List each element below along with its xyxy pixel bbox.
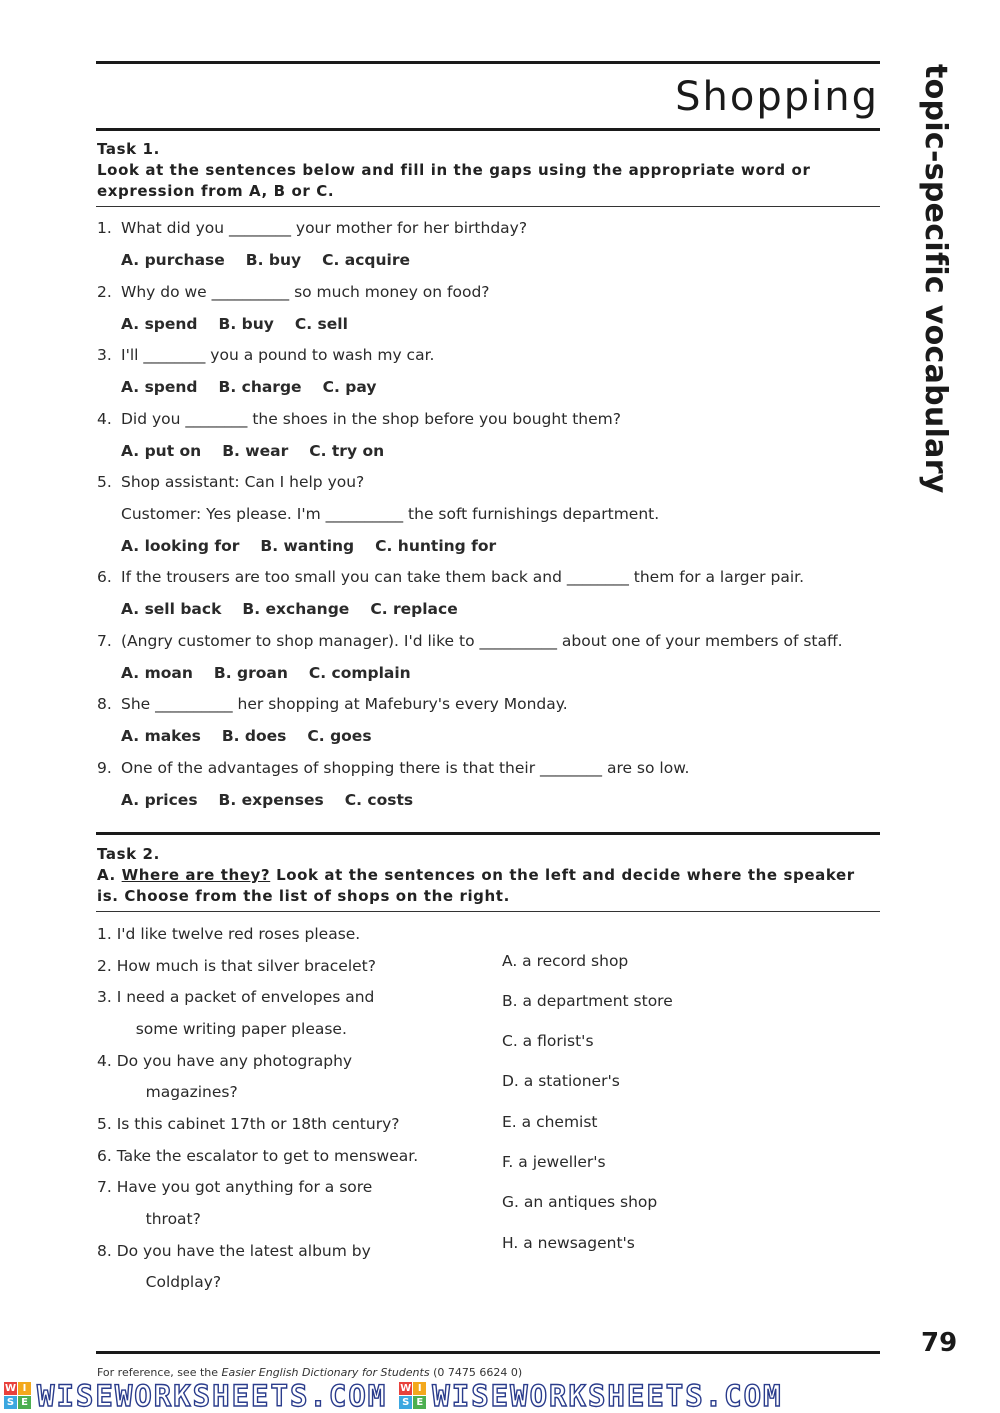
shop-item: B. a department store: [502, 992, 673, 1010]
option: C. complain: [308, 664, 411, 682]
task2-top-rule: [96, 832, 880, 835]
shop-item: A. a record shop: [502, 952, 629, 970]
watermark-strip: [0, 1378, 1000, 1413]
sentence-line: 5. Is this cabinet 17th or 18th century?: [97, 1115, 400, 1133]
option: A. sell back: [121, 600, 222, 618]
sentence-line: throat?: [121, 1210, 201, 1228]
task1-heading: Task 1.: [97, 140, 160, 158]
task2-rule: [96, 911, 880, 912]
question-5-options: [121, 537, 517, 555]
watermark-logo-icon: [399, 1382, 426, 1409]
watermark-text: WISEWORKSHEETS.COM: [432, 1378, 783, 1413]
shop-item: C. a florist's: [502, 1032, 594, 1050]
sentence-line: 1. I'd like twelve red roses please.: [97, 925, 361, 943]
option: B. exchange: [242, 600, 350, 618]
watermark-unit: [395, 1379, 782, 1413]
task2-underlined: Where are they?: [121, 866, 271, 884]
page-number: 79: [921, 1328, 958, 1358]
title-rule: [96, 128, 880, 131]
question-5-line2: Customer: Yes please. I'm __________ the soft furnishings department.: [121, 505, 660, 523]
task2-prefix: A.: [97, 866, 116, 884]
task2-heading: Task 2.: [97, 845, 160, 863]
shop-item: D. a stationer's: [502, 1072, 620, 1090]
shop-item: F. a jeweller's: [502, 1153, 606, 1171]
sentence-line: 8. Do you have the latest album by: [97, 1242, 371, 1260]
side-label: topic-specific vocabulary: [918, 64, 953, 494]
logo-cell: S: [399, 1396, 412, 1409]
logo-cell: E: [413, 1396, 426, 1409]
question-3-options: [121, 378, 397, 396]
question-4-options: [121, 442, 405, 460]
option: C. try on: [309, 442, 385, 460]
task1-header: [97, 139, 879, 202]
question-4: 4. Did you ________ the shoes in the shop before you bought them?: [97, 410, 621, 428]
option: A. spend: [121, 378, 198, 396]
option: A. spend: [121, 315, 198, 333]
sentence-line: magazines?: [121, 1083, 238, 1101]
reference-title: Easier English Dictionary for Students: [221, 1366, 430, 1379]
sentence-line: 3. I need a packet of envelopes and: [97, 988, 375, 1006]
question-9: 9. One of the advantages of shopping there is that their ________ are so low.: [97, 759, 690, 777]
task2-instruction: Look at the sentences on the left and decide where the speaker is. Choose from the list of shops on the right.: [97, 866, 855, 905]
option: A. moan: [121, 664, 193, 682]
question-8: 8. She __________ her shopping at Mafebury's every Monday.: [97, 695, 568, 713]
option: B. wear: [222, 442, 289, 460]
watermark-text: WISEWORKSHEETS.COM: [37, 1378, 388, 1413]
option: B. charge: [218, 378, 302, 396]
sentence-line: 7. Have you got anything for a sore: [97, 1178, 373, 1196]
question-2-options: [121, 315, 369, 333]
option: B. expenses: [218, 791, 324, 809]
question-7-options: [121, 664, 432, 682]
question-1: 1. What did you ________ your mother for her birthday?: [97, 219, 528, 237]
question-7: 7. (Angry customer to shop manager). I'd like to __________ about one of your members of staff.: [97, 632, 843, 650]
option: B. does: [221, 727, 287, 745]
question-5: 5. Shop assistant: Can I help you?: [97, 473, 365, 491]
page-title: Shopping: [675, 74, 879, 120]
option: A. makes: [121, 727, 201, 745]
option: A. looking for: [121, 537, 240, 555]
option: C. hunting for: [375, 537, 497, 555]
top-rule: [96, 61, 880, 64]
logo-cell: W: [4, 1383, 17, 1394]
option: B. buy: [245, 251, 302, 269]
question-2: 2. Why do we __________ so much money on food?: [97, 283, 490, 301]
watermark-unit: [0, 1379, 387, 1413]
option: C. sell: [294, 315, 348, 333]
option: C. replace: [370, 600, 458, 618]
option: C. goes: [307, 727, 372, 745]
shop-item: E. a chemist: [502, 1113, 598, 1131]
logo-cell: E: [18, 1396, 31, 1409]
option: B. buy: [218, 315, 274, 333]
task2-header: [97, 844, 879, 907]
logo-cell: I: [18, 1382, 31, 1395]
shop-item: H. a newsagent's: [502, 1234, 635, 1252]
task2-instruction-block: [97, 865, 879, 907]
question-8-options: [121, 727, 393, 745]
option: A. purchase: [121, 251, 225, 269]
logo-cell: S: [4, 1396, 17, 1409]
question-3: 3. I'll ________ you a pound to wash my car.: [97, 346, 435, 364]
reference-note: For reference, see the Easier English Dictionary for Students (0 7475 6624 0): [97, 1366, 523, 1379]
sentence-line: Coldplay?: [121, 1273, 222, 1291]
footer-rule: [96, 1351, 880, 1354]
watermark-logo-icon: [4, 1382, 31, 1409]
option: B. groan: [213, 664, 288, 682]
sentence-line: 6. Take the escalator to get to menswear.: [97, 1147, 419, 1165]
question-6-options: [121, 600, 479, 618]
sentence-line: 2. How much is that silver bracelet?: [97, 957, 376, 975]
logo-cell: W: [400, 1383, 412, 1394]
task1-instruction: Look at the sentences below and fill in the gaps using the appropriate word or expression from A, B or C.: [97, 161, 811, 200]
question-9-options: [121, 791, 434, 809]
shop-item: G. an antiques shop: [502, 1193, 658, 1211]
option: A. put on: [121, 442, 202, 460]
question-1-options: [121, 251, 431, 269]
option: C. pay: [322, 378, 377, 396]
option: C. acquire: [322, 251, 411, 269]
sentence-line: some writing paper please.: [116, 1020, 347, 1038]
logo-cell: I: [413, 1382, 426, 1395]
sentence-line: 4. Do you have any photography: [97, 1052, 353, 1070]
question-6: 6. If the trousers are too small you can take them back and ________ them for a larger pair.: [97, 568, 805, 586]
option: C. costs: [344, 791, 414, 809]
option: A. prices: [121, 791, 198, 809]
task1-rule: [96, 206, 880, 207]
option: B. wanting: [260, 537, 355, 555]
